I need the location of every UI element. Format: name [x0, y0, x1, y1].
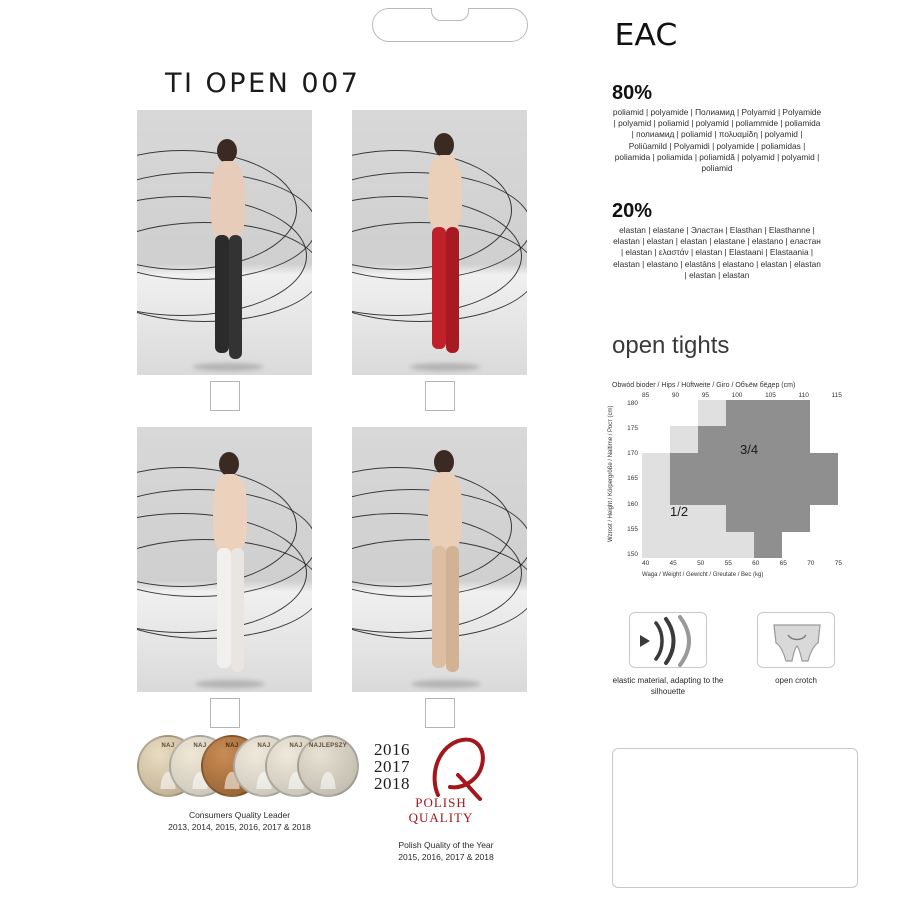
page-title: TI OPEN 007 [165, 68, 361, 99]
product-type-label: open tights [612, 332, 730, 359]
medal-icon [297, 735, 359, 797]
x-tick: 95 [701, 392, 709, 399]
polish-award-years-caption: 2015, 2016, 2017 & 2018 [398, 852, 494, 862]
x-tick: 55 [724, 560, 732, 567]
hanger-notch [431, 8, 469, 21]
info-panel [580, 0, 900, 900]
color-swatch-black[interactable] [210, 381, 240, 411]
polyamide-names: poliamid | polyamide | Полиамид | Polyamid | Polyamide | polyamid | poliamid | polyamid | poliammide | poliamida | полиамид | poliamid | πολυαμίδη | polyamid | Poliūamild | Polyamidi | polyamide | poliamidas | poliamida | poliamida | poliamidă | polyamid | polyamid | poliamid [612, 107, 822, 174]
size-chart-weight-label: Waga / Weight / Gewicht / Greutate / Bec (kg) [642, 572, 764, 578]
y-tick: 175 [627, 425, 638, 433]
consumers-quality-leader-award [137, 735, 348, 832]
feature-icons [612, 612, 852, 697]
model-red-tights [352, 110, 527, 375]
consumers-award-years: 2013, 2014, 2015, 2016, 2017 & 2018 [168, 822, 311, 832]
polish-year-3: 2018 [374, 774, 410, 793]
color-swatch-white[interactable] [210, 698, 240, 728]
photo-cell-red [352, 110, 527, 411]
size-chart [608, 382, 852, 582]
color-swatch-red[interactable] [425, 381, 455, 411]
elastane-names: elastan | elastane | Эластан | Elasthan | Elasthanne | elastan | elastan | elastan | elastane | elastano | еластан | elastan | ελαστάν | elastan | Elastaani | Elastaania | elastan | elastano | elastāns | elastano | elastan | elastan | elastan | elastan [613, 225, 821, 280]
color-swatch-beige[interactable] [425, 698, 455, 728]
elastane-percent: 20% [612, 200, 653, 222]
polish-quality-label [366, 795, 516, 825]
polish-award-caption [366, 839, 526, 863]
x-tick: 105 [765, 392, 776, 399]
feature-open-crotch [740, 612, 852, 697]
x-tick: 115 [831, 392, 842, 399]
x-tick: 75 [834, 560, 842, 567]
product-photo-grid [137, 110, 527, 728]
polish-label-line1: POLISH [415, 795, 467, 810]
x-tick: 45 [669, 560, 677, 567]
medal-cluster [137, 735, 348, 813]
open-crotch-icon [757, 612, 835, 668]
x-tick: 70 [807, 560, 815, 567]
polish-year-1: 2016 [374, 740, 410, 759]
composition-polyamide [612, 82, 822, 174]
x-tick: 90 [671, 392, 680, 399]
x-tick: 110 [798, 392, 809, 399]
y-tick: 160 [627, 500, 638, 508]
model-beige-tights [352, 427, 527, 692]
consumers-award-title: Consumers Quality Leader [188, 810, 291, 820]
model-white-tights [137, 427, 312, 692]
x-tick: 85 [642, 392, 650, 399]
x-tick: 40 [642, 560, 650, 567]
consumers-award-caption [137, 809, 342, 833]
polish-award-years [374, 741, 410, 792]
photo-cell-beige [352, 427, 527, 728]
y-tick: 155 [627, 525, 638, 533]
x-tick: 50 [697, 560, 705, 567]
awards-section [137, 735, 532, 862]
size-chart-hips-label: Obwód bioder / Hips / Hüftweite / Giro / Объём бёдер (cm) [612, 382, 796, 389]
medal-label: NAJ [289, 743, 303, 749]
y-tick: 150 [627, 550, 638, 558]
size-chart-x-top-ticks [642, 392, 842, 399]
quality-swoosh-icon [428, 735, 488, 801]
blank-label-card [612, 748, 858, 888]
feature-elastic-material [612, 612, 724, 697]
eac-mark: EAC [614, 18, 678, 53]
x-tick: 65 [779, 560, 787, 567]
polish-quality-award [366, 735, 526, 862]
size-chart-grid [642, 400, 838, 558]
model-black-tights [137, 110, 312, 375]
composition-elastane [612, 200, 822, 281]
polish-year-2: 2017 [374, 757, 410, 776]
y-tick: 170 [627, 450, 638, 458]
size-region-1-2: 1/2 [670, 504, 689, 519]
medal-label: NAJ [161, 743, 175, 749]
polish-award-title: Polish Quality of the Year [398, 840, 494, 850]
photo-cell-black [137, 110, 312, 411]
x-tick: 100 [731, 392, 743, 399]
medal-label: NAJ [193, 743, 207, 749]
size-chart-height-label: Wzrost / Height / Körpergröße / Naltime / Рост (cm) [608, 405, 614, 542]
polyamide-percent: 80% [612, 82, 653, 104]
photo-cell-white [137, 427, 312, 728]
hanger-hole [372, 8, 528, 42]
medal-label: NAJ [257, 743, 271, 749]
size-chart-y-ticks [622, 400, 638, 558]
y-tick: 165 [627, 475, 638, 483]
y-tick: 180 [627, 400, 638, 407]
polish-label-line2: QUALITY [408, 810, 474, 825]
size-chart-x-bottom-ticks [642, 560, 842, 567]
medal-label: NAJLEPSZY [308, 743, 348, 749]
feature-elastic-caption: elastic material, adapting to the silhouette [612, 676, 724, 696]
feature-crotch-caption: open crotch [775, 676, 817, 685]
elastic-material-icon [629, 612, 707, 668]
medal-label: NAJ [225, 743, 239, 749]
x-tick: 60 [752, 560, 760, 567]
size-region-3-4: 3/4 [740, 442, 759, 457]
